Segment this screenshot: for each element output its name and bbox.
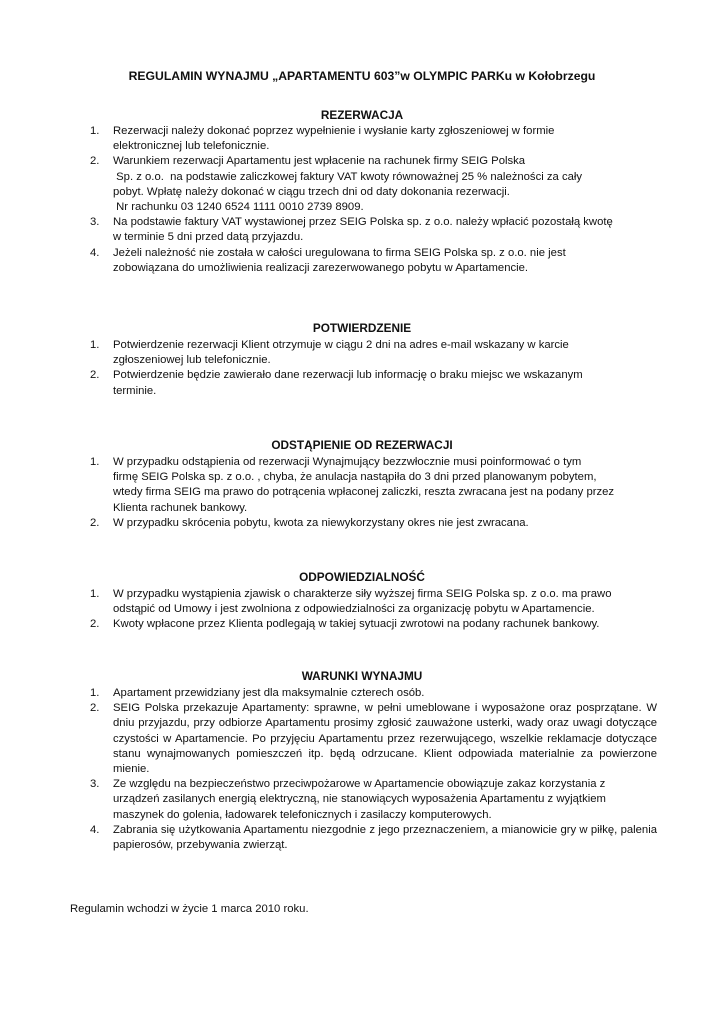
list-item (0, 368, 724, 398)
list-line: elektronicznej lub telefonicznie. (113, 140, 270, 153)
list-line: Warunkiem rezerwacji Apartamentu jest wpłacenie na rachunek firmy SEIG Polska (113, 155, 526, 168)
effective-date-note: Regulamin wchodzi w życie 1 marca 2010 roku. (70, 903, 309, 915)
list-item (0, 823, 724, 853)
list-line: zgłoszeniowej lub telefonicznie. (113, 354, 271, 367)
section-heading-odpowiedzialnosc: ODPOWIEDZIALNOŚĆ (299, 570, 425, 584)
list-item (0, 455, 724, 516)
list-line: Klienta rachunek bankowy. (113, 501, 248, 514)
section-list-odstapienie (0, 455, 724, 531)
list-item (0, 516, 724, 531)
list-number: 1. (90, 588, 100, 600)
list-number: 1. (90, 125, 100, 137)
list-line: w terminie 5 dni przed datą przyjazdu. (113, 231, 304, 244)
list-item (0, 215, 724, 245)
list-item (0, 686, 724, 701)
list-number: 2. (90, 369, 100, 382)
list-line: Sp. z o.o. na podstawie zaliczkowej faktury VAT kwoty równoważnej 25 % należności za cały (113, 170, 583, 183)
list-line: Potwierdzenie rezerwacji Klient otrzymuje w ciągu 2 dni na adres e-mail wskazany w karcie (113, 339, 569, 351)
list-item (0, 617, 724, 632)
list-line: Kwoty wpłacone przez Klienta podlegają w takiej sytuacji zwrotowi na podany rachunek bankowy. (113, 618, 600, 631)
list-paragraph: SEIG Polska przekazuje Apartamenty: sprawne, w pełni umeblowane i wyposażone oraz posprzątane. W dniu przyjazdu, przy odbiorze Apartamentu prosimy zgłosić zauważone usterki, wady oraz uwagi dotyczące czystości w Apartamencie. Po przyjęciu Apartamentu przez rezerwującego, wszelkie reklamacje dotyczące stanu wynajmowanych pomieszczeń itp. będą odrzucane. Klient odpowiada materialnie za powierzone mienie. (113, 702, 657, 776)
section-list-potwierdzenie (0, 338, 724, 399)
list-line: W przypadku skrócenia pobytu, kwota za niewykorzystany okres nie jest zwracana. (113, 516, 529, 529)
list-item (0, 701, 724, 777)
list-line: Nr rachunku 03 1240 6524 1111 0010 2739 8909. (113, 201, 364, 214)
list-number: 3. (90, 216, 100, 229)
list-line: W przypadku wystąpienia zjawisk o charakterze siły wyższej firma SEIG Polska sp. z o.o. ma prawo (113, 588, 612, 600)
document-title: REGULAMIN WYNAJMU „APARTAMENTU 603”w OLYMPIC PARKu w Kołobrzegu (128, 69, 596, 83)
list-line: urządzeń zasilanych energią elektryczną, nie stanowiących wyposażenia Apartamentu z wyjątkiem (113, 793, 606, 806)
list-line: pobyt. Wpłatę należy dokonać w ciągu trzech dni od daty dokonania rezerwacji. (113, 185, 510, 198)
list-number: 1. (90, 339, 100, 351)
list-line: odstąpić od Umowy i jest zwolniona z odpowiedzialności za organizację pobytu w Apartamencie. (113, 603, 595, 616)
list-number: 4. (90, 246, 100, 259)
section-list-odpowiedzialnosc (0, 587, 724, 633)
section-list-rezerwacja (0, 124, 724, 276)
list-item (0, 124, 724, 154)
list-number: 2. (90, 155, 100, 168)
list-line: maszynek do golenia, ładowarek telefonicznych i zasilaczy komputerowych. (113, 808, 492, 821)
list-item (0, 154, 724, 215)
list-line: Potwierdzenie będzie zawierało dane rezerwacji lub informację o braku miejsc we wskazanym (113, 369, 583, 382)
list-number: 1. (90, 687, 100, 699)
list-line: wtedy firma SEIG ma prawo do potrącenia wpłaconej zaliczki, reszta zwracana jest na podany przez (113, 486, 615, 499)
list-paragraph: Zabrania się użytkowania Apartamentu niezgodnie z jego przeznaczeniem, a mianowicie gry w piłkę, palenia papierosów, przebywania zwierząt. (113, 823, 657, 852)
list-line: W przypadku odstąpienia od rezerwacji Wynajmujący bezzwłocznie musi poinformować o tym (113, 456, 582, 468)
list-item (0, 338, 724, 368)
section-heading-warunki: WARUNKI WYNAJMU (301, 669, 423, 683)
list-number: 3. (90, 778, 100, 791)
list-line: Na podstawie faktury VAT wystawionej przez SEIG Polska sp. z o.o. należy wpłacić pozostałą kwotę (113, 216, 613, 229)
list-line: firmę SEIG Polska sp. z o.o. , chyba, że anulacja nastąpiła do 3 dni przed planowanym pobytem, (113, 471, 597, 484)
list-line: Rezerwacji należy dokonać poprzez wypełnienie i wysłanie karty zgłoszeniowej w formie (113, 125, 555, 137)
list-number: 2. (90, 618, 100, 631)
list-line: terminie. (113, 384, 157, 397)
list-line: zobowiązana do umożliwienia realizacji zarezerwowanego pobytu w Apartamencie. (113, 261, 529, 274)
list-item (0, 777, 724, 823)
list-line: Ze względu na bezpieczeństwo przeciwpożarowe w Apartamencie obowiązuje zakaz korzystania z (113, 778, 606, 791)
section-heading-potwierdzenie: POTWIERDZENIE (312, 321, 412, 335)
list-number: 1. (90, 456, 100, 468)
list-line: Jeżeli należność nie została w całości uregulowana to firma SEIG Polska sp. z o.o. nie jest (113, 246, 566, 259)
list-item (0, 587, 724, 617)
list-line: Apartament przewidziany jest dla maksymalnie czterech osób. (113, 687, 425, 699)
list-number: 2. (90, 702, 100, 715)
list-number: 4. (90, 823, 100, 836)
section-list-warunki (0, 686, 724, 853)
list-item (0, 246, 724, 276)
list-number: 2. (90, 516, 100, 529)
section-heading-rezerwacja: REZERWACJA (320, 108, 404, 122)
section-heading-odstapienie: ODSTĄPIENIE OD REZERWACJI (271, 438, 453, 452)
